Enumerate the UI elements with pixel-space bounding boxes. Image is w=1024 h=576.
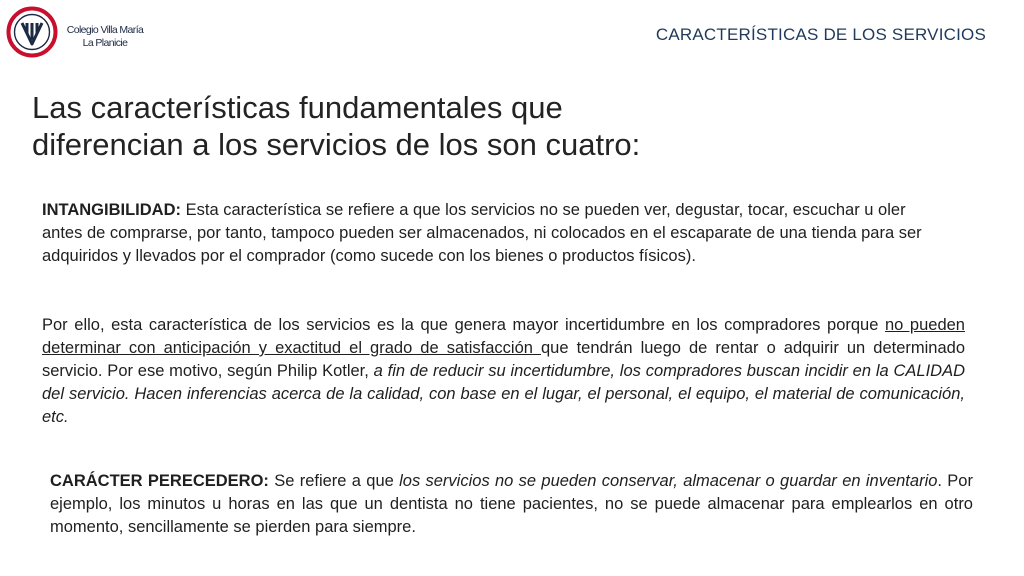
school-logo <box>6 6 58 58</box>
incertidumbre-text-b: que tendrán luego de rentar o adquirir un determinado servicio. Por ese motivo, según Philip Kotler, <box>42 339 966 380</box>
perecedero-label: CARÁCTER PERECEDERO: <box>50 472 269 490</box>
school-name-line2: La Planicie <box>82 37 128 49</box>
intangibilidad-text: Esta característica se refiere a que los servicios no se pueden ver, degustar, tocar, escuchar u oler antes de comprarse, por tanto, tampoco pueden ser almacenados, ni colocados en el escaparate de una tienda para ser adquiridos y llevados por el comprador (como sucede con los bienes o productos físicos). <box>42 201 922 265</box>
slide-title-line2: diferencian a los servicios de los son cuatro: <box>32 127 641 162</box>
incertidumbre-text-a: Por ello, esta característica de los servicios es la que genera mayor incertidumbre en los compradores porque <box>42 316 885 334</box>
perecedero-block <box>50 470 973 539</box>
slide-title-line1: Las características fundamentales que <box>32 90 563 125</box>
slide-title <box>32 89 752 163</box>
perecedero-text-a: Se refiere a que <box>268 472 400 490</box>
incertidumbre-block <box>42 314 965 429</box>
perecedero-text-b: . Por ejemplo, los minutos u horas en las que un dentista no tiene pacientes, no se puede almacenar para emplearlos en otro momento, sencillamente se pierden para siempre. <box>50 472 973 536</box>
intangibilidad-block <box>42 199 942 268</box>
section-title: CARACTERÍSTICAS DE LOS SERVICIOS <box>655 25 986 44</box>
school-name <box>62 24 148 50</box>
incertidumbre-paragraph <box>42 314 965 429</box>
incertidumbre-underlined: no pueden determinar con anticipación y exactitud el grado de satisfacción <box>42 316 965 357</box>
intangibilidad-paragraph <box>42 199 942 268</box>
perecedero-italic-a: los servicios no se pueden conservar, almacenar o guardar en inventario <box>399 472 938 490</box>
school-name-line1: Colegio Villa María <box>66 24 144 36</box>
intangibilidad-label: INTANGIBILIDAD: <box>42 201 182 219</box>
perecedero-paragraph <box>50 470 973 539</box>
incertidumbre-italic: a fin de reducir su incertidumbre, los compradores buscan incidir en la CALIDAD del servicio. Hacen inferencias acerca de la calidad, con base en el lugar, el personal, el equipo, el material de comunicación, etc. <box>42 362 965 426</box>
logo-monogram <box>22 23 42 44</box>
